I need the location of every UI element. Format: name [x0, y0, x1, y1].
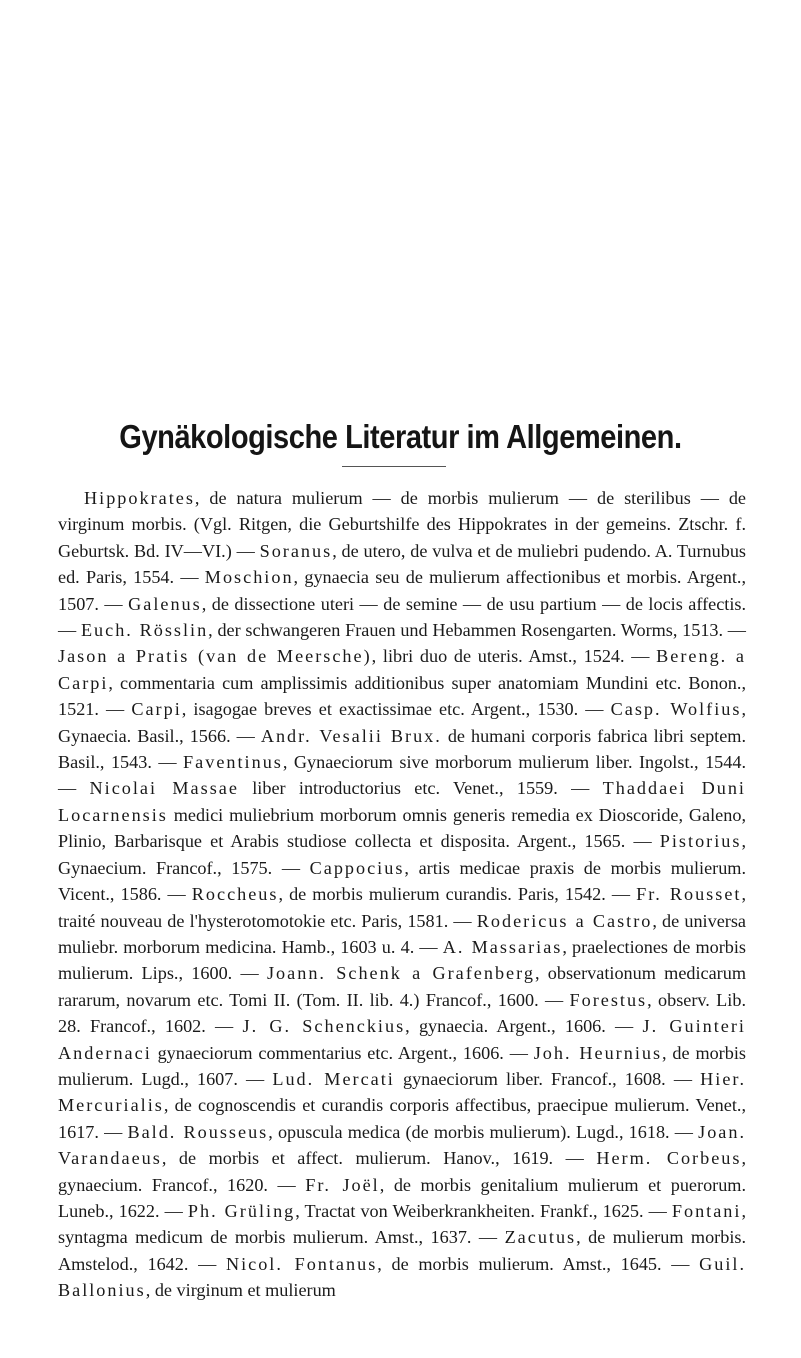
author-name: Herm. Corbeus: [596, 1148, 742, 1169]
entry-text: , gynaecia. Argent., 1606. —: [405, 1016, 643, 1037]
entry-text: , observationum medicarum rararum, novarum etc. Tomi II. (Tom. II. lib. 4.) Francof., 1600. —: [58, 963, 746, 1010]
entry-text: , isagogae breves et exactissimae etc. Argent., 1530. —: [181, 699, 611, 720]
entry-text: , opuscula medica (de morbis mulierum). Lugd., 1618. —: [268, 1121, 699, 1142]
entry-text: gynaeciorum liber. Francof., 1608. —: [394, 1068, 701, 1089]
entry-text: , artis medicae praxis de morbis mulierum. Vicent., 1586. —: [58, 857, 746, 905]
entry-text: , commentaria cum amplissimis additionibus super anatomiam Mundini etc. Bonon., 1521. —: [58, 672, 746, 720]
author-name: Fr. Joël: [305, 1174, 380, 1195]
entry-text: liber introductorius etc. Venet., 1559. —: [238, 778, 603, 799]
author-name: Roccheus: [191, 884, 279, 905]
author-name: Thaddaei Duni Locarnensis: [58, 778, 746, 825]
author-name: Jason a Pratis (van de Meersche): [58, 646, 372, 667]
author-name: Andr. Vesalii Brux.: [260, 725, 442, 746]
author-name: Hier. Mercurialis: [58, 1068, 747, 1116]
author-name: Cappocius: [309, 857, 405, 878]
author-name: Hippokrates: [84, 488, 195, 508]
entry-text: , de morbis mulierum. Amst., 1645. —: [377, 1253, 700, 1274]
entry-text: , de dissectione uteri — de semine — de usu partium — de locis affectis. —: [58, 593, 747, 641]
entry-text: gynaeciorum commentarius etc. Argent., 1606. —: [151, 1042, 534, 1063]
bibliography-paragraph: [58, 485, 746, 1304]
author-name: Fr. Rousset: [636, 884, 742, 905]
author-name: Moschion: [204, 567, 294, 588]
page-title: Gynäkologische Literatur im Allgemeinen.: [119, 418, 682, 456]
entry-text: , observ. Lib. 28. Francof., 1602. —: [58, 989, 746, 1037]
bibliography-text: [58, 485, 746, 1304]
author-name: J. Guinteri Andernaci: [58, 1016, 746, 1063]
entry-text: , gynaecium. Francof., 1620. —: [58, 1148, 746, 1195]
entry-text: , libri duo de uteris. Amst., 1524. —: [371, 646, 657, 667]
entry-text: , Gynaecia. Basil., 1566. —: [58, 699, 747, 746]
author-name: Lud. Mercati: [272, 1068, 395, 1089]
entry-text: , der schwangeren Frauen und Hebammen Rosengarten. Worms, 1513. —: [208, 620, 746, 641]
author-name: Bald. Rousseus: [127, 1121, 269, 1142]
entry-text: , de morbis mulierum curandis. Paris, 1542. —: [278, 884, 637, 905]
author-name: Pistorius: [659, 831, 742, 852]
author-name: Faventinus: [183, 752, 283, 773]
entry-text: , de mulierum morbis. Amstelod., 1642. —: [58, 1227, 746, 1274]
author-name: Carpi: [131, 699, 182, 720]
author-name: Joh. Heurnius: [533, 1042, 663, 1063]
author-name: Bereng. a Carpi: [58, 646, 746, 693]
entry-text: , Tractat von Weiberkrankheiten. Frankf., 1625. —: [295, 1200, 672, 1221]
author-name: Zacutus: [504, 1227, 577, 1248]
author-name: Guil. Ballonius: [58, 1253, 746, 1301]
author-name: Fontani: [671, 1200, 742, 1221]
entry-text: , Gynaeciorum sive morborum mulierum liber. Ingolst., 1544. —: [58, 752, 746, 799]
entry-text: , gynaecia seu de mulierum affectionibus et morbis. Argent., 1507. —: [58, 567, 747, 614]
entry-text: , de universa muliebr. morborum medicina. Hamb., 1603 u. 4. —: [58, 910, 746, 957]
entry-text: , de utero, de vulva et de muliebri pudendo. A. Turnubus ed. Paris, 1554. —: [58, 540, 746, 588]
author-name: A. Massarias: [442, 936, 563, 957]
entry-text: de humani corporis fabrica libri septem. Basil., 1543. —: [58, 725, 746, 773]
author-name: Nicol. Fontanus: [225, 1253, 378, 1274]
author-name: Euch. Rösslin: [80, 620, 209, 641]
author-name: Casp. Wolfius: [610, 699, 742, 720]
entry-text: , de morbis et affect. mulierum. Hanov., 1619. —: [161, 1148, 597, 1169]
author-name: J. G. Schenckius: [242, 1016, 406, 1037]
entry-text: , praelectiones de morbis mulierum. Lips., 1600. —: [58, 936, 746, 984]
author-name: Soranus: [259, 540, 333, 561]
author-name: Rodericus a Castro: [476, 910, 653, 931]
author-name: Nicolai Massae: [89, 778, 239, 799]
author-name: Joann. Schenk a Grafenberg: [266, 963, 535, 984]
entry-text: , de morbis genitalium mulierum et puerorum. Luneb., 1622. —: [58, 1174, 747, 1221]
entry-text: , syntagma medicum de morbis mulierum. Amst., 1637. —: [58, 1200, 746, 1248]
entry-text: , traité nouveau de l'hysterotomotokie etc. Paris, 1581. —: [58, 884, 746, 931]
entry-text: , de natura mulierum — de morbis mulierum — de sterilibus — de virginum morbis. (Vgl. Ritgen, die Geburtshilfe des Hippokrates in der gemeins. Ztschr. f. Geburtsk. Bd. IV—VI.) —: [58, 488, 746, 561]
entry-text: , Gynaecium. Francof., 1575. —: [58, 831, 746, 878]
author-name: Ph. Grüling: [187, 1200, 296, 1221]
author-name: Forestus: [569, 989, 648, 1010]
entry-text: , de virginum et mulierum: [145, 1280, 336, 1301]
title-divider: [342, 466, 446, 467]
author-name: Joan. Varandaeus: [58, 1121, 747, 1169]
author-name: Galenus: [128, 593, 202, 614]
entry-text: , de cognoscendis et curandis corporis affectibus, praecipue mulierum. Venet., 1617. —: [58, 1095, 746, 1142]
entry-text: , de morbis mulierum. Lugd., 1607. —: [58, 1042, 746, 1089]
entry-text: medici muliebrium morborum omnis generis remedia ex Dioscoride, Galeno, Plinio, Barbarisque et Arabis studiose collecta et disposita. Argent., 1565. —: [58, 804, 746, 852]
